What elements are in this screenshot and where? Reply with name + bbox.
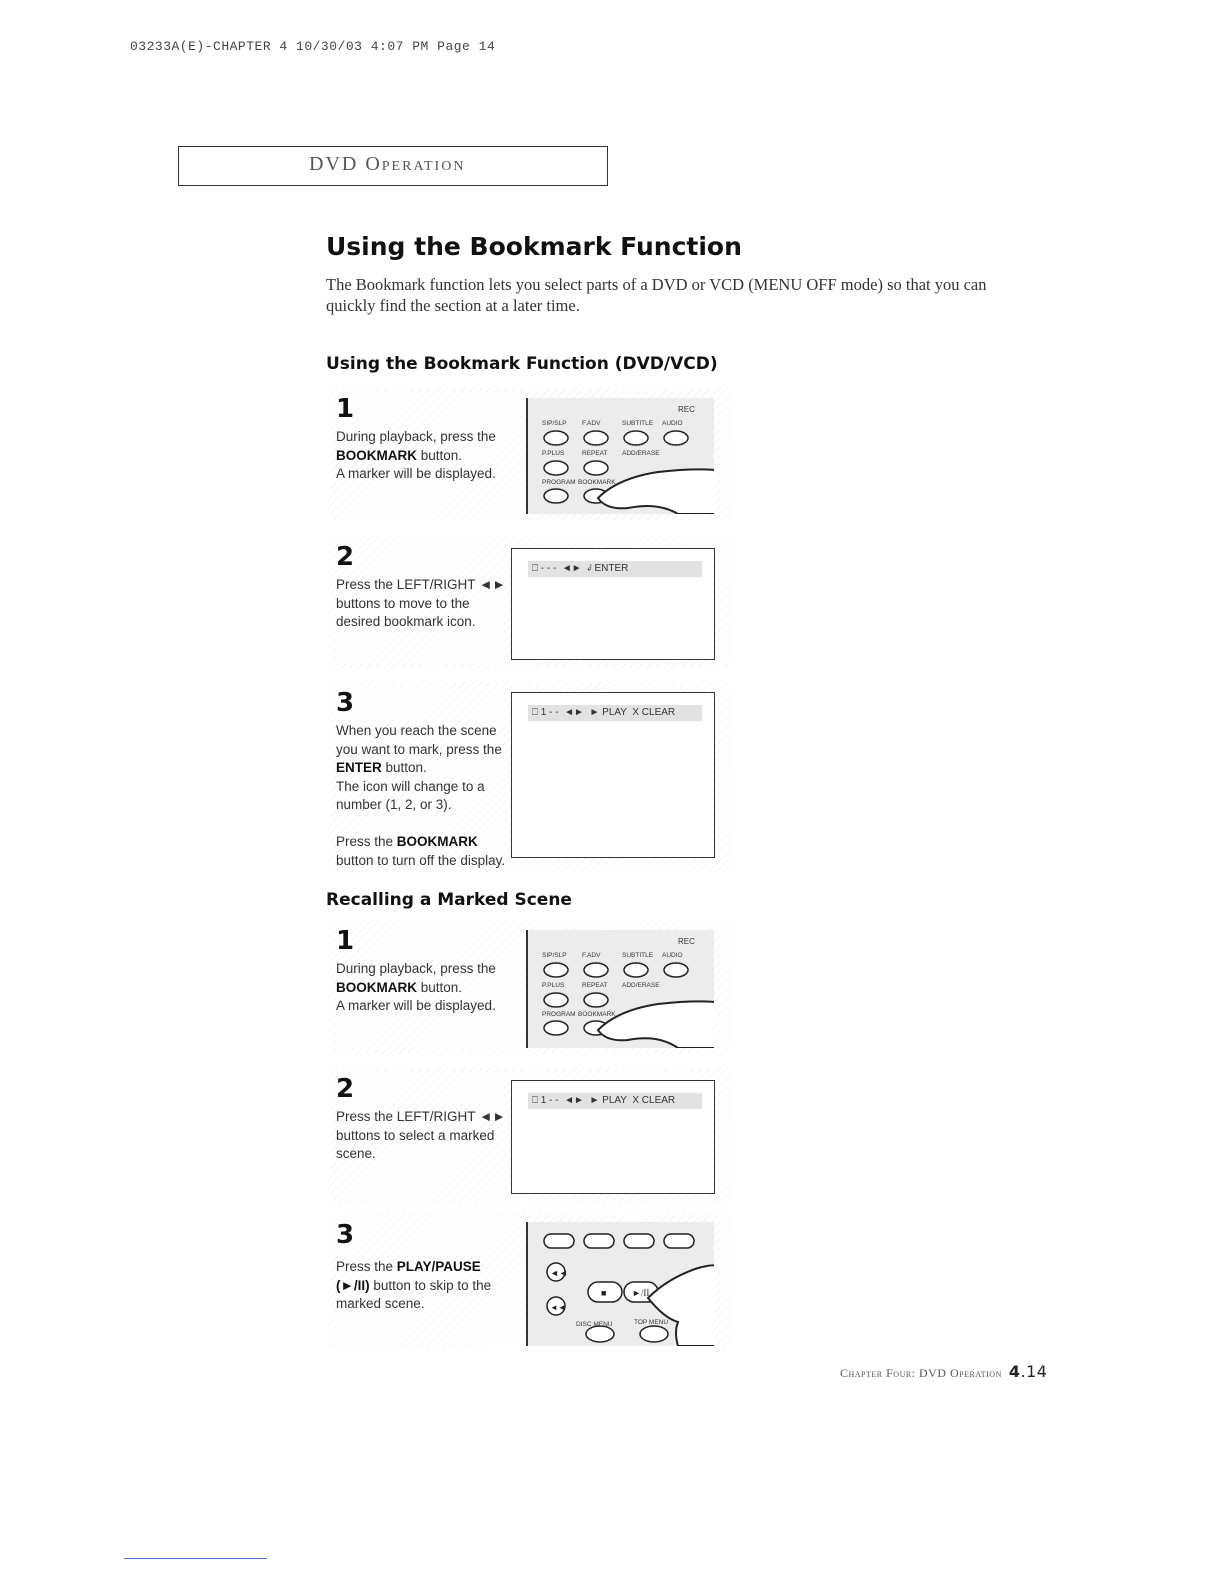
svg-text:TOP MENU: TOP MENU <box>634 1319 669 1326</box>
step-text: Press the LEFT/RIGHT ◄► buttons to move to the desired bookmark icon. <box>336 577 506 629</box>
svg-text:PROGRAM: PROGRAM <box>542 1011 576 1018</box>
svg-text:ADD/ERASE: ADD/ERASE <box>622 982 660 989</box>
remote-illustration <box>526 1222 714 1346</box>
svg-text:SUBTITLE: SUBTITLE <box>622 952 654 959</box>
section-label: DVD Operation <box>309 153 466 175</box>
bookmark-icon: ⎕ <box>532 563 541 574</box>
svg-text:P.PLUS: P.PLUS <box>542 982 565 989</box>
bookmark-icon: ⎕ <box>532 707 541 718</box>
step-number: 3 <box>336 688 355 718</box>
step-number: 3 <box>336 1220 355 1250</box>
step-1-3 <box>330 682 730 872</box>
step-number: 2 <box>336 542 355 572</box>
remote-illustration <box>526 398 714 514</box>
svg-text:AUDIO: AUDIO <box>662 420 683 427</box>
step-number: 1 <box>336 394 355 424</box>
step-text: During playback, press the BOOKMARK button. A marker will be displayed. <box>336 429 496 481</box>
svg-text:►/II: ►/II <box>632 1288 650 1298</box>
svg-text:◄◄: ◄◄ <box>550 1303 566 1312</box>
step-number: 2 <box>336 1074 355 1104</box>
remote-bookmark-icon <box>528 930 714 1048</box>
svg-text:REPEAT: REPEAT <box>582 450 608 457</box>
svg-text:PROGRAM: PROGRAM <box>542 479 576 486</box>
svg-text:SIP/SLP: SIP/SLP <box>542 420 567 427</box>
step-1-1 <box>330 388 730 520</box>
subsection-heading-2: Recalling a Marked Scene <box>326 890 572 910</box>
svg-text:SUBTITLE: SUBTITLE <box>622 420 654 427</box>
bookmark-osd-bar: ⎕ - - - ◄► ↲ ENTER <box>528 561 702 577</box>
footer-chapter: Chapter Four: DVD Operation <box>840 1366 1002 1380</box>
step-text: Press the PLAY/PAUSE (►/II) button to skip to the marked scene. <box>336 1259 492 1311</box>
section-label-box <box>178 146 608 186</box>
svg-text:DISC MENU: DISC MENU <box>576 1321 613 1328</box>
step-2-2 <box>330 1068 730 1202</box>
bookmark-osd-bar: ⎕ 1 - - ◄► ► PLAY X CLEAR <box>528 1093 702 1109</box>
svg-text:REC: REC <box>678 405 695 414</box>
intro-paragraph: The Bookmark function lets you select parts of a DVD or VCD (MENU OFF mode) so that you can quickly find the section at a later time. <box>326 275 987 315</box>
svg-text:ADD/ERASE: ADD/ERASE <box>622 450 660 457</box>
svg-text:◄◄: ◄◄ <box>550 1268 568 1278</box>
page-number: 4.14 <box>1008 1362 1048 1381</box>
remote-illustration <box>526 930 714 1048</box>
svg-text:REPEAT: REPEAT <box>582 982 608 989</box>
svg-text:AUDIO: AUDIO <box>662 952 683 959</box>
print-header: 03233A(E)-CHAPTER 4 10/30/03 4:07 PM Page 14 <box>130 39 496 54</box>
tv-screen <box>511 548 715 660</box>
svg-text:BOOKMARK: BOOKMARK <box>578 1011 616 1018</box>
step-text: During playback, press the BOOKMARK button. A marker will be displayed. <box>336 961 496 1013</box>
remote-play-pause-icon <box>528 1222 714 1346</box>
svg-text:■: ■ <box>601 1288 607 1298</box>
step-text: Press the LEFT/RIGHT ◄► buttons to select a marked scene. <box>336 1109 506 1161</box>
bookmark-osd-bar: ⎕ 1 - - ◄► ► PLAY X CLEAR <box>528 705 702 721</box>
tv-screen <box>511 692 715 858</box>
svg-text:BOOKMARK: BOOKMARK <box>578 479 616 486</box>
remote-bookmark-icon <box>528 398 714 514</box>
svg-text:F.ADV: F.ADV <box>582 420 601 427</box>
page-title: Using the Bookmark Function <box>326 232 742 261</box>
svg-text:REC: REC <box>678 937 695 946</box>
svg-text:SIP/SLP: SIP/SLP <box>542 952 567 959</box>
tv-screen <box>511 1080 715 1194</box>
step-text: When you reach the scene you want to mark, press the ENTER button. The icon will change to a number (1, 2, or 3). Press the BOOKMARK button to turn off the display. <box>336 723 506 868</box>
svg-text:P.PLUS: P.PLUS <box>542 450 565 457</box>
step-1-2 <box>330 536 730 668</box>
step-number: 1 <box>336 926 355 956</box>
footer-rule <box>124 1558 267 1559</box>
page-footer <box>840 1362 1047 1381</box>
subsection-heading-1: Using the Bookmark Function (DVD/VCD) <box>326 354 718 374</box>
step-2-1 <box>330 920 730 1054</box>
step-2-3 <box>330 1214 730 1346</box>
svg-text:F.ADV: F.ADV <box>582 952 601 959</box>
bookmark-icon: ⎕ <box>532 1095 541 1106</box>
